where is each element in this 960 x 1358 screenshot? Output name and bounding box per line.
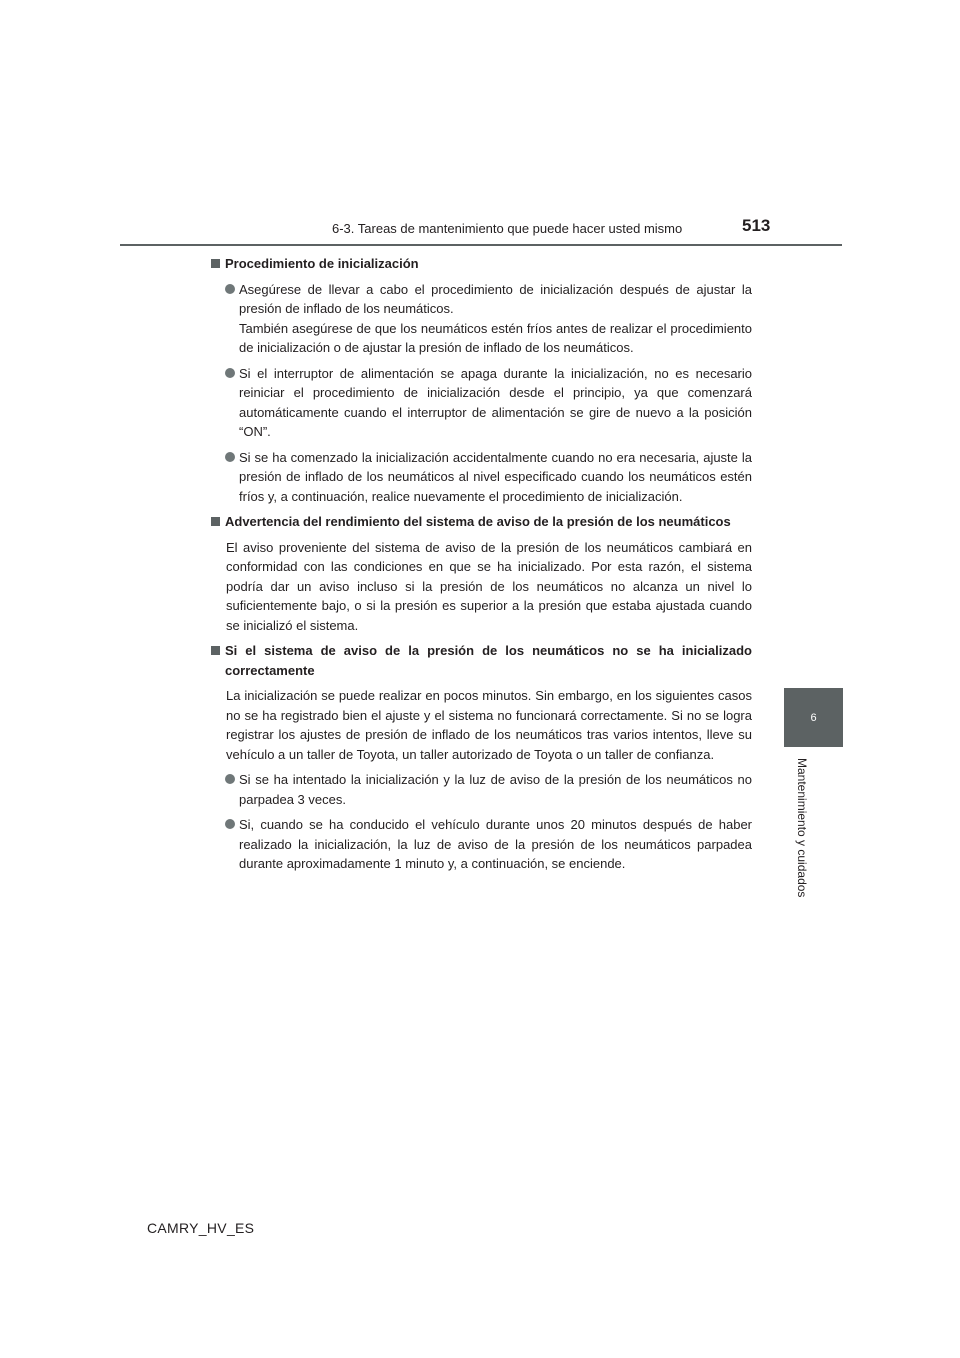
main-content bbox=[211, 254, 752, 880]
list-item bbox=[226, 770, 752, 809]
section-paragraph: El aviso proveniente del sistema de aviso de la presión de los neumáticos cambiará en conformidad con las condiciones en que se ha inicializado. Por esta razón, el sistema podría dar un aviso incluso si la presión de los neumáticos no alcanza un nivel lo suficientemente bajo, o si la presión es superior a la presión que estaba ajustada cuando se inicializó el sistema. bbox=[226, 539, 752, 633]
section-initialization-procedure bbox=[211, 254, 752, 506]
square-bullet-icon bbox=[211, 517, 220, 526]
section-heading bbox=[211, 254, 752, 274]
list-item-text: Si se ha comenzado la inicialización accidentalmente cuando no era necesaria, ajuste la presión de inflado de los neumáticos al nivel especificado cuando los neumáticos estén fríos y, a continuación, realice nuevamente el procedimiento de inicialización. bbox=[239, 449, 752, 504]
footer-doc-code: CAMRY_HV_ES bbox=[147, 1220, 255, 1236]
circle-bullet-icon bbox=[225, 368, 235, 378]
section-heading bbox=[211, 512, 752, 532]
list-item bbox=[226, 280, 752, 358]
header-section-title: 6-3. Tareas de mantenimiento que puede hacer usted mismo bbox=[332, 221, 683, 236]
section-heading-text: Procedimiento de inicialización bbox=[225, 256, 419, 271]
section-heading bbox=[211, 641, 752, 680]
section-heading-text: Si el sistema de aviso de la presión de los neumáticos no se ha inicializado correctamente bbox=[225, 643, 752, 678]
section-paragraph: La inicialización se puede realizar en pocos minutos. Sin embargo, en los siguientes casos no se ha registrado bien el ajuste y el sistema no funcionará correctamente. Si no se logra registrar los ajustes de presión de inflado de los neumáticos tras varios intentos, lleve su vehículo a un taller de Toyota, un taller autorizado de Toyota o un taller de confianza. bbox=[226, 688, 752, 762]
section-system-performance-warning bbox=[211, 512, 752, 635]
list-item bbox=[226, 448, 752, 507]
chapter-tab bbox=[784, 688, 843, 747]
section-not-initialized-correctly bbox=[211, 641, 752, 874]
list-item-text: Asegúrese de llevar a cabo el procedimiento de inicialización después de ajustar la presión de inflado de los neumáticos. También asegúrese de que los neumáticos estén fríos antes de realizar el procedimiento de inicialización o de ajustar la presión de inflado de los neumáticos. bbox=[239, 281, 752, 355]
list-item bbox=[226, 364, 752, 442]
page-number: 513 bbox=[742, 216, 771, 235]
chapter-number: 6 bbox=[810, 711, 817, 724]
circle-bullet-icon bbox=[225, 774, 235, 784]
list-item-text: Si se ha intentado la inicialización y la luz de aviso de la presión de los neumáticos no parpadea 3 veces. bbox=[239, 772, 752, 807]
circle-bullet-icon bbox=[225, 819, 235, 829]
list-item-text: Si, cuando se ha conducido el vehículo durante unos 20 minutos después de haber realizado la inicialización, la luz de aviso de la presión de los neumáticos parpadea durante aproximadamente 1 minuto y, a continuación, se enciende. bbox=[239, 817, 752, 871]
circle-bullet-icon bbox=[225, 452, 235, 462]
list-item bbox=[226, 815, 752, 874]
square-bullet-icon bbox=[211, 646, 220, 655]
list-item-text: Si el interruptor de alimentación se apaga durante la inicialización, no es necesario reiniciar el procedimiento de inicialización desde el principio, ya que comenzará automáticamente cuando el interruptor de alimentación se gire de nuevo a la posición “ON”. bbox=[239, 365, 752, 439]
section-heading-text: Advertencia del rendimiento del sistema de aviso de la presión de los neumáticos bbox=[225, 514, 731, 529]
circle-bullet-icon bbox=[225, 284, 235, 294]
header-rule bbox=[120, 244, 842, 246]
square-bullet-icon bbox=[211, 259, 220, 268]
chapter-label: Mantenimiento y cuidados bbox=[795, 758, 809, 898]
